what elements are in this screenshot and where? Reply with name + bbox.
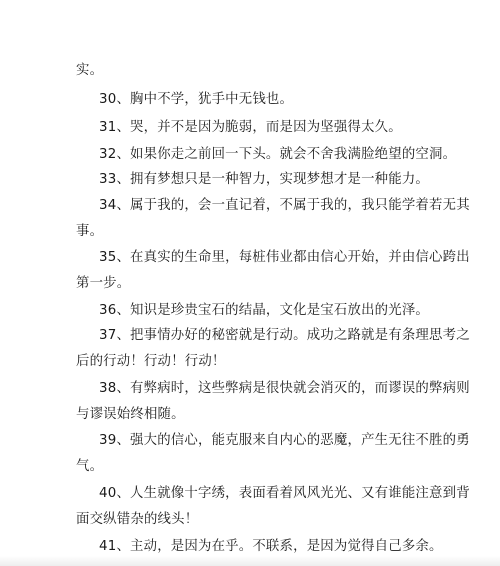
text-line: 面交纵错杂的线头！: [76, 512, 199, 527]
text-line: 事。: [76, 224, 104, 239]
text-line: 38、有弊病时，这些弊病是很快就会消灭的，而谬误的弊病则: [99, 381, 470, 396]
text-line: 气。: [76, 459, 104, 474]
page-bottom-fade: [0, 556, 500, 566]
text-line: 41、主动，是因为在乎。不联系，是因为觉得自己多余。: [99, 539, 443, 554]
text-line: 37、把事情办好的秘密就是行动。成功之路就是有条理思考之: [99, 328, 470, 343]
text-line: 32、如果你走之前回一下头。就会不舍我满脸绝望的空洞。: [99, 147, 457, 162]
text-line: 31、哭，并不是因为脆弱，而是因为坚强得太久。: [99, 120, 402, 135]
text-line: 第一步。: [76, 276, 131, 291]
text-line: 36、知识是珍贵宝石的结晶，文化是宝石放出的光泽。: [99, 303, 430, 318]
text-line: 33、拥有梦想只是一种智力，实现梦想才是一种能力。: [99, 172, 430, 187]
text-line: 30、胸中不学，犹手中无钱也。: [99, 92, 294, 107]
text-line: 与谬误始终相随。: [76, 407, 185, 422]
text-line: 39、强大的信心，能克服来自内心的恶魔，产生无往不胜的勇: [99, 433, 470, 448]
text-line: 40、人生就像十字绣，表面看着风风光光、又有谁能注意到背: [99, 486, 470, 501]
text-line: 34、属于我的，会一直记着，不属于我的，我只能学着若无其: [99, 198, 470, 213]
text-line: 后的行动！行动！行动！: [76, 354, 226, 369]
text-line: 实。: [76, 63, 104, 78]
text-line: 35、在真实的生命里，每桩伟业都由信心开始，并由信心跨出: [99, 250, 470, 265]
